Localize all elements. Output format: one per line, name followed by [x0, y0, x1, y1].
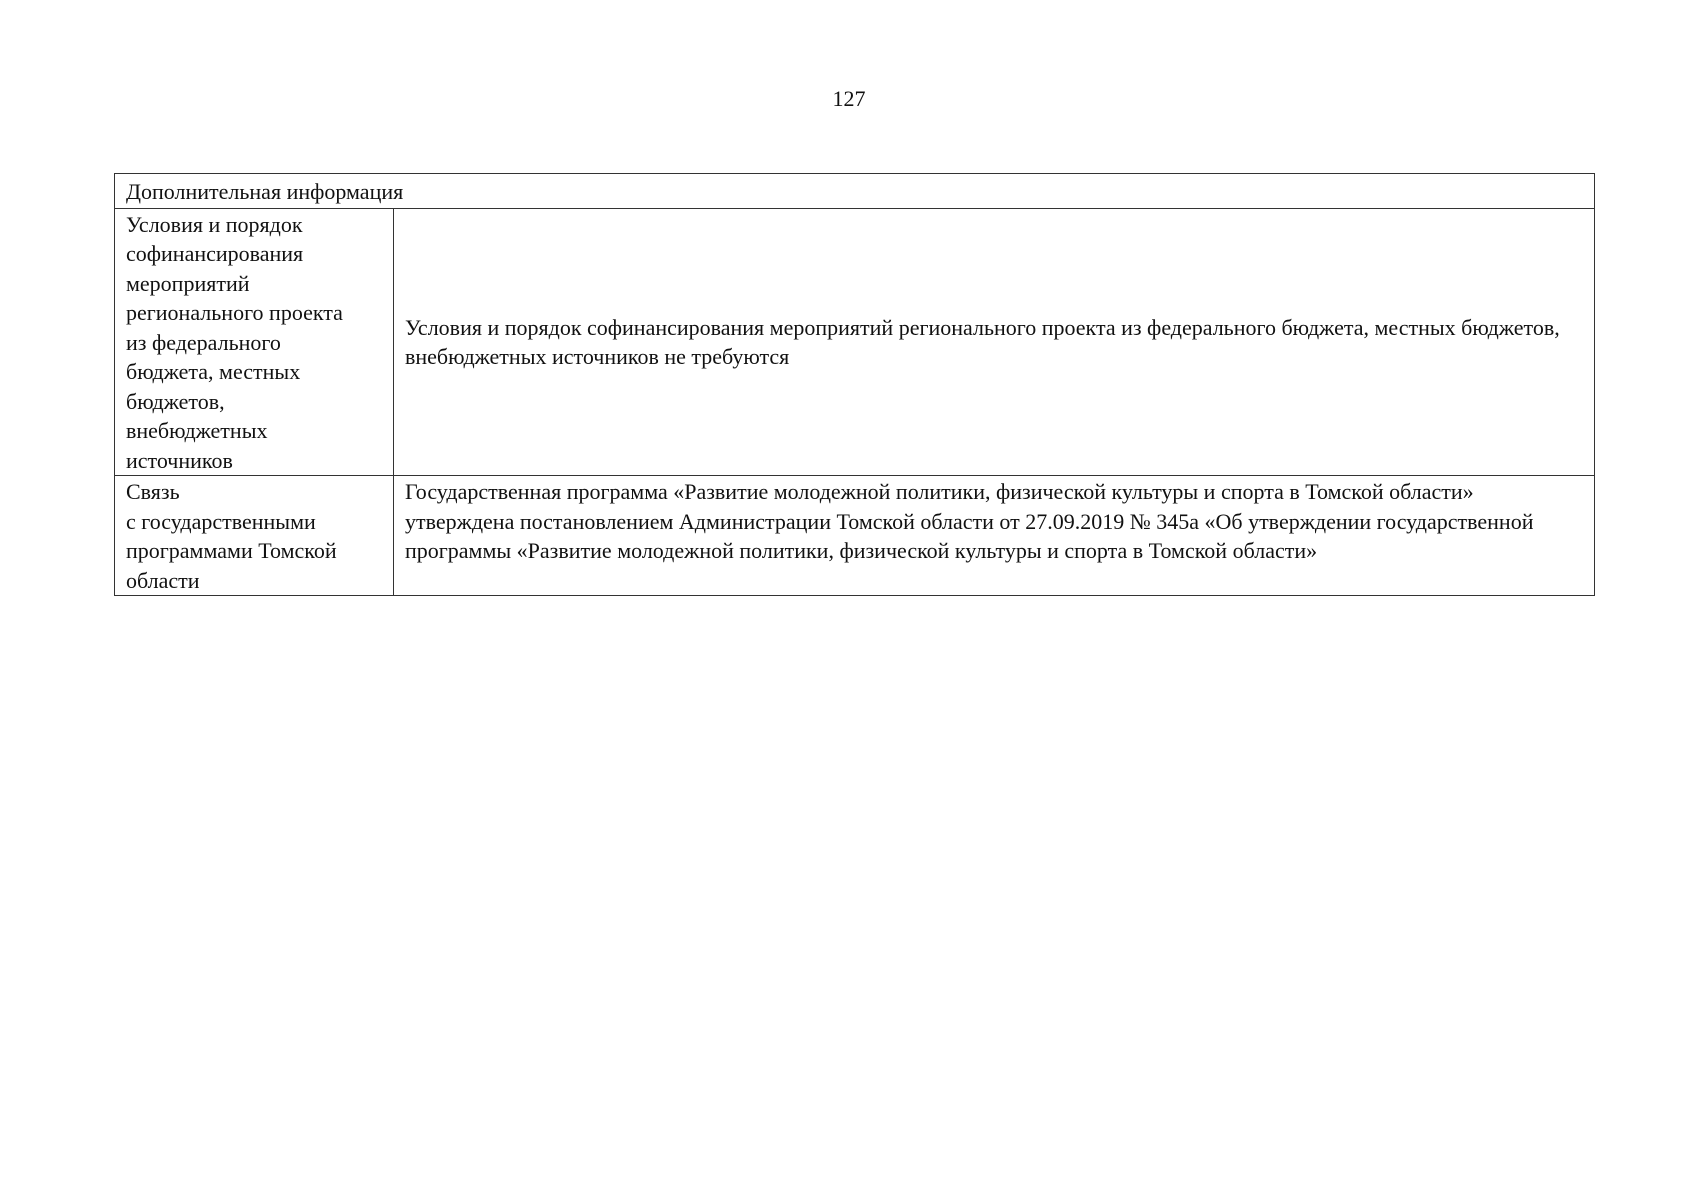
label-line: бюджета, местных: [126, 359, 301, 384]
label-line: программами Томской: [126, 538, 337, 563]
table-row: [115, 208, 1595, 476]
row-label-state-programs: [115, 476, 394, 596]
row-label-cofinancing: [115, 208, 394, 476]
label-line: с государственными: [126, 508, 316, 534]
label-line: Связь: [126, 479, 180, 504]
additional-info-table: [114, 173, 1595, 596]
label-line: Условия и порядок: [126, 211, 303, 237]
table-row: [115, 476, 1595, 596]
label-line: из федерального: [126, 329, 281, 355]
label-line: регионального проекта: [126, 300, 343, 325]
row-value-state-programs: Государственная программа «Развитие молодежной политики, физической культуры и спорта в Томской области» утверждена постановлением Администрации Томской области от 27.09.2019 № 345а «Об утверждении государственной программы «Развитие молодежной политики, физической культуры и спорта в Томской области»: [394, 476, 1595, 596]
label-line: бюджетов,: [126, 388, 225, 414]
label-line: софинансирования: [126, 241, 304, 266]
page-number: 127: [832, 86, 866, 111]
table-header-row: [115, 174, 1595, 209]
row-value-cofinancing: Условия и порядок софинансирования мероприятий регионального проекта из федерального бюджета, местных бюджетов, внебюджетных источников не требуются: [394, 208, 1595, 476]
label-line: внебюджетных: [126, 418, 268, 443]
table-header: Дополнительная информация: [115, 174, 1595, 209]
label-line: мероприятий: [126, 270, 250, 296]
label-line: области: [126, 567, 200, 593]
label-line: источников: [126, 447, 233, 473]
